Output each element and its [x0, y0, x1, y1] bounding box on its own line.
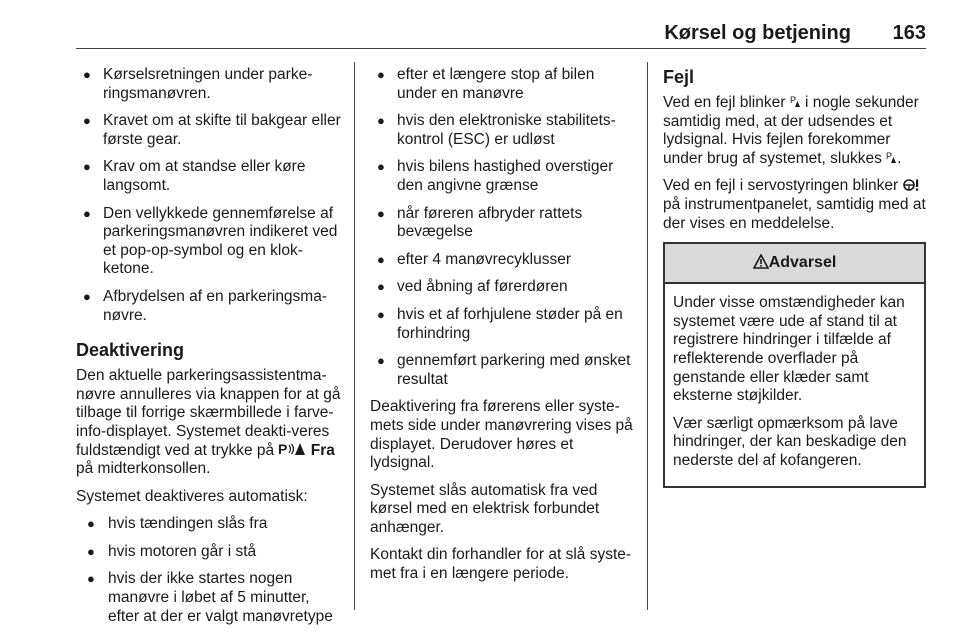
list-item: ● Kravet om at skifte til bakgear eller første gear. [76, 112, 342, 149]
list-item: ● når føreren afbryder rattets bevægelse [370, 205, 636, 242]
fejl-paragraph-1 [663, 94, 926, 168]
column-1 [76, 66, 342, 635]
warning-paragraph: Under visse omstændigheder kan systemet være ude af stand til at registrere hindringer i tilfælde af reflekterende overflader på genstande eller klæder samt eksterne støjkilder. [673, 294, 905, 405]
parking-assist-icon [886, 150, 897, 169]
paragraph-text: på midterkonsollen. [76, 460, 211, 478]
list-item: ● hvis motoren går i stå [80, 543, 342, 562]
warning-body [665, 284, 924, 485]
column-divider [647, 62, 648, 610]
column-3 [663, 66, 926, 488]
list-item: ● hvis den elektroniske stabilitets-kontrol (ESC) er udløst [370, 112, 636, 149]
steering-warning-icon [903, 177, 921, 196]
list-item: ● ved åbning af førerdøren [370, 278, 636, 297]
page-header [76, 22, 926, 44]
button-label-fra: Fra [310, 441, 335, 459]
list-item: ● Krav om at standse eller køre langsomt. [76, 158, 342, 195]
list-item: ● hvis bilens hastighed overstiger den angivne grænse [370, 158, 636, 195]
fejl-paragraph-2 [663, 177, 926, 233]
paragraph-text: på instrumentpanelet, samtidig med at der vises en meddelelse. [663, 195, 926, 232]
warning-box [663, 242, 926, 487]
column-2 [370, 66, 636, 593]
paragraph: Deaktivering fra førerens eller syste-mets side under manøvrering vises på displayet. Derudover høres et lydsignal. [370, 398, 633, 472]
section-heading-deaktivering: Deaktivering [76, 340, 185, 361]
list-item: ● efter 4 manøvrecyklusser [370, 251, 636, 270]
warning-title-bar [665, 244, 924, 284]
paragraph-text: Ved en fejl blinker [663, 94, 786, 111]
warning-title: Advarsel [768, 254, 837, 272]
list-item: ● hvis et af forhjulene støder på en forhindring [370, 306, 636, 343]
list-item: ● hvis tændingen slås fra [80, 515, 342, 534]
column-divider [354, 62, 355, 610]
auto-deactivation-list-continued [370, 66, 636, 389]
parking-assist-icon [790, 94, 801, 113]
auto-deactivation-list [76, 515, 342, 626]
paragraph-text: Ved en fejl i servostyringen blinker [663, 177, 899, 195]
page-number: 163 [892, 22, 926, 44]
svg-text:P: P [789, 95, 796, 105]
paragraph-text: i nogle sekunder samtidig med, at der udsendes et lydsignal. Hvis fejlen forekommer under brug af systemet, slukkes [663, 94, 919, 167]
chapter-title: Kørsel og betjening [664, 22, 851, 44]
list-item: ● gennemført parkering med ønsket resultat [370, 352, 636, 389]
list-item: ● Afbrydelsen af en parkeringsma-nøvre. [76, 288, 342, 325]
header-rule [76, 48, 926, 49]
list-item: ● Den vellykkede gennemførelse af parkeringsmanøvren indikeret ved et pop-op-symbol og en klok-ketone. [76, 205, 342, 279]
svg-text:P: P [886, 150, 893, 161]
list-item: ● hvis der ikke startes nogen manøvre i løbet af 5 minutter, efter at der er valgt manøvretype [80, 570, 342, 626]
list-item: ● efter et længere stop af bilen under en manøvre [370, 66, 636, 103]
parking-assist-icon [278, 442, 306, 461]
svg-text:P: P [278, 441, 288, 456]
auto-deactivation-intro: Systemet deaktiveres automatisk: [76, 487, 308, 505]
deaktivering-paragraph [76, 367, 342, 479]
paragraph-text: Den aktuelle parkeringsassistentma-nøvre annulleres via knappen for at gå tilbage til forrige skærmbillede i farve-info-displayet. Systemet deakti-veres fuldstændigt ved at trykke på [76, 367, 341, 459]
paragraph: Kontakt din forhandler for at slå syste-met fra i en længere periode. [370, 546, 632, 583]
warning-triangle-icon [753, 244, 769, 282]
list-item: ● Kørselsretningen under parke-ringsmanøvren. [76, 66, 342, 103]
paragraph-text: . [897, 149, 902, 167]
warning-paragraph: Vær særligt opmærksom på lave hindringer, der kan beskadige den nederste del af kofangeren. [673, 414, 907, 469]
parking-feedback-list [76, 66, 342, 325]
section-heading-fejl: Fejl [663, 67, 695, 87]
paragraph: Systemet slås automatisk fra ved kørsel med en elektrisk forbundet anhænger. [370, 481, 600, 536]
